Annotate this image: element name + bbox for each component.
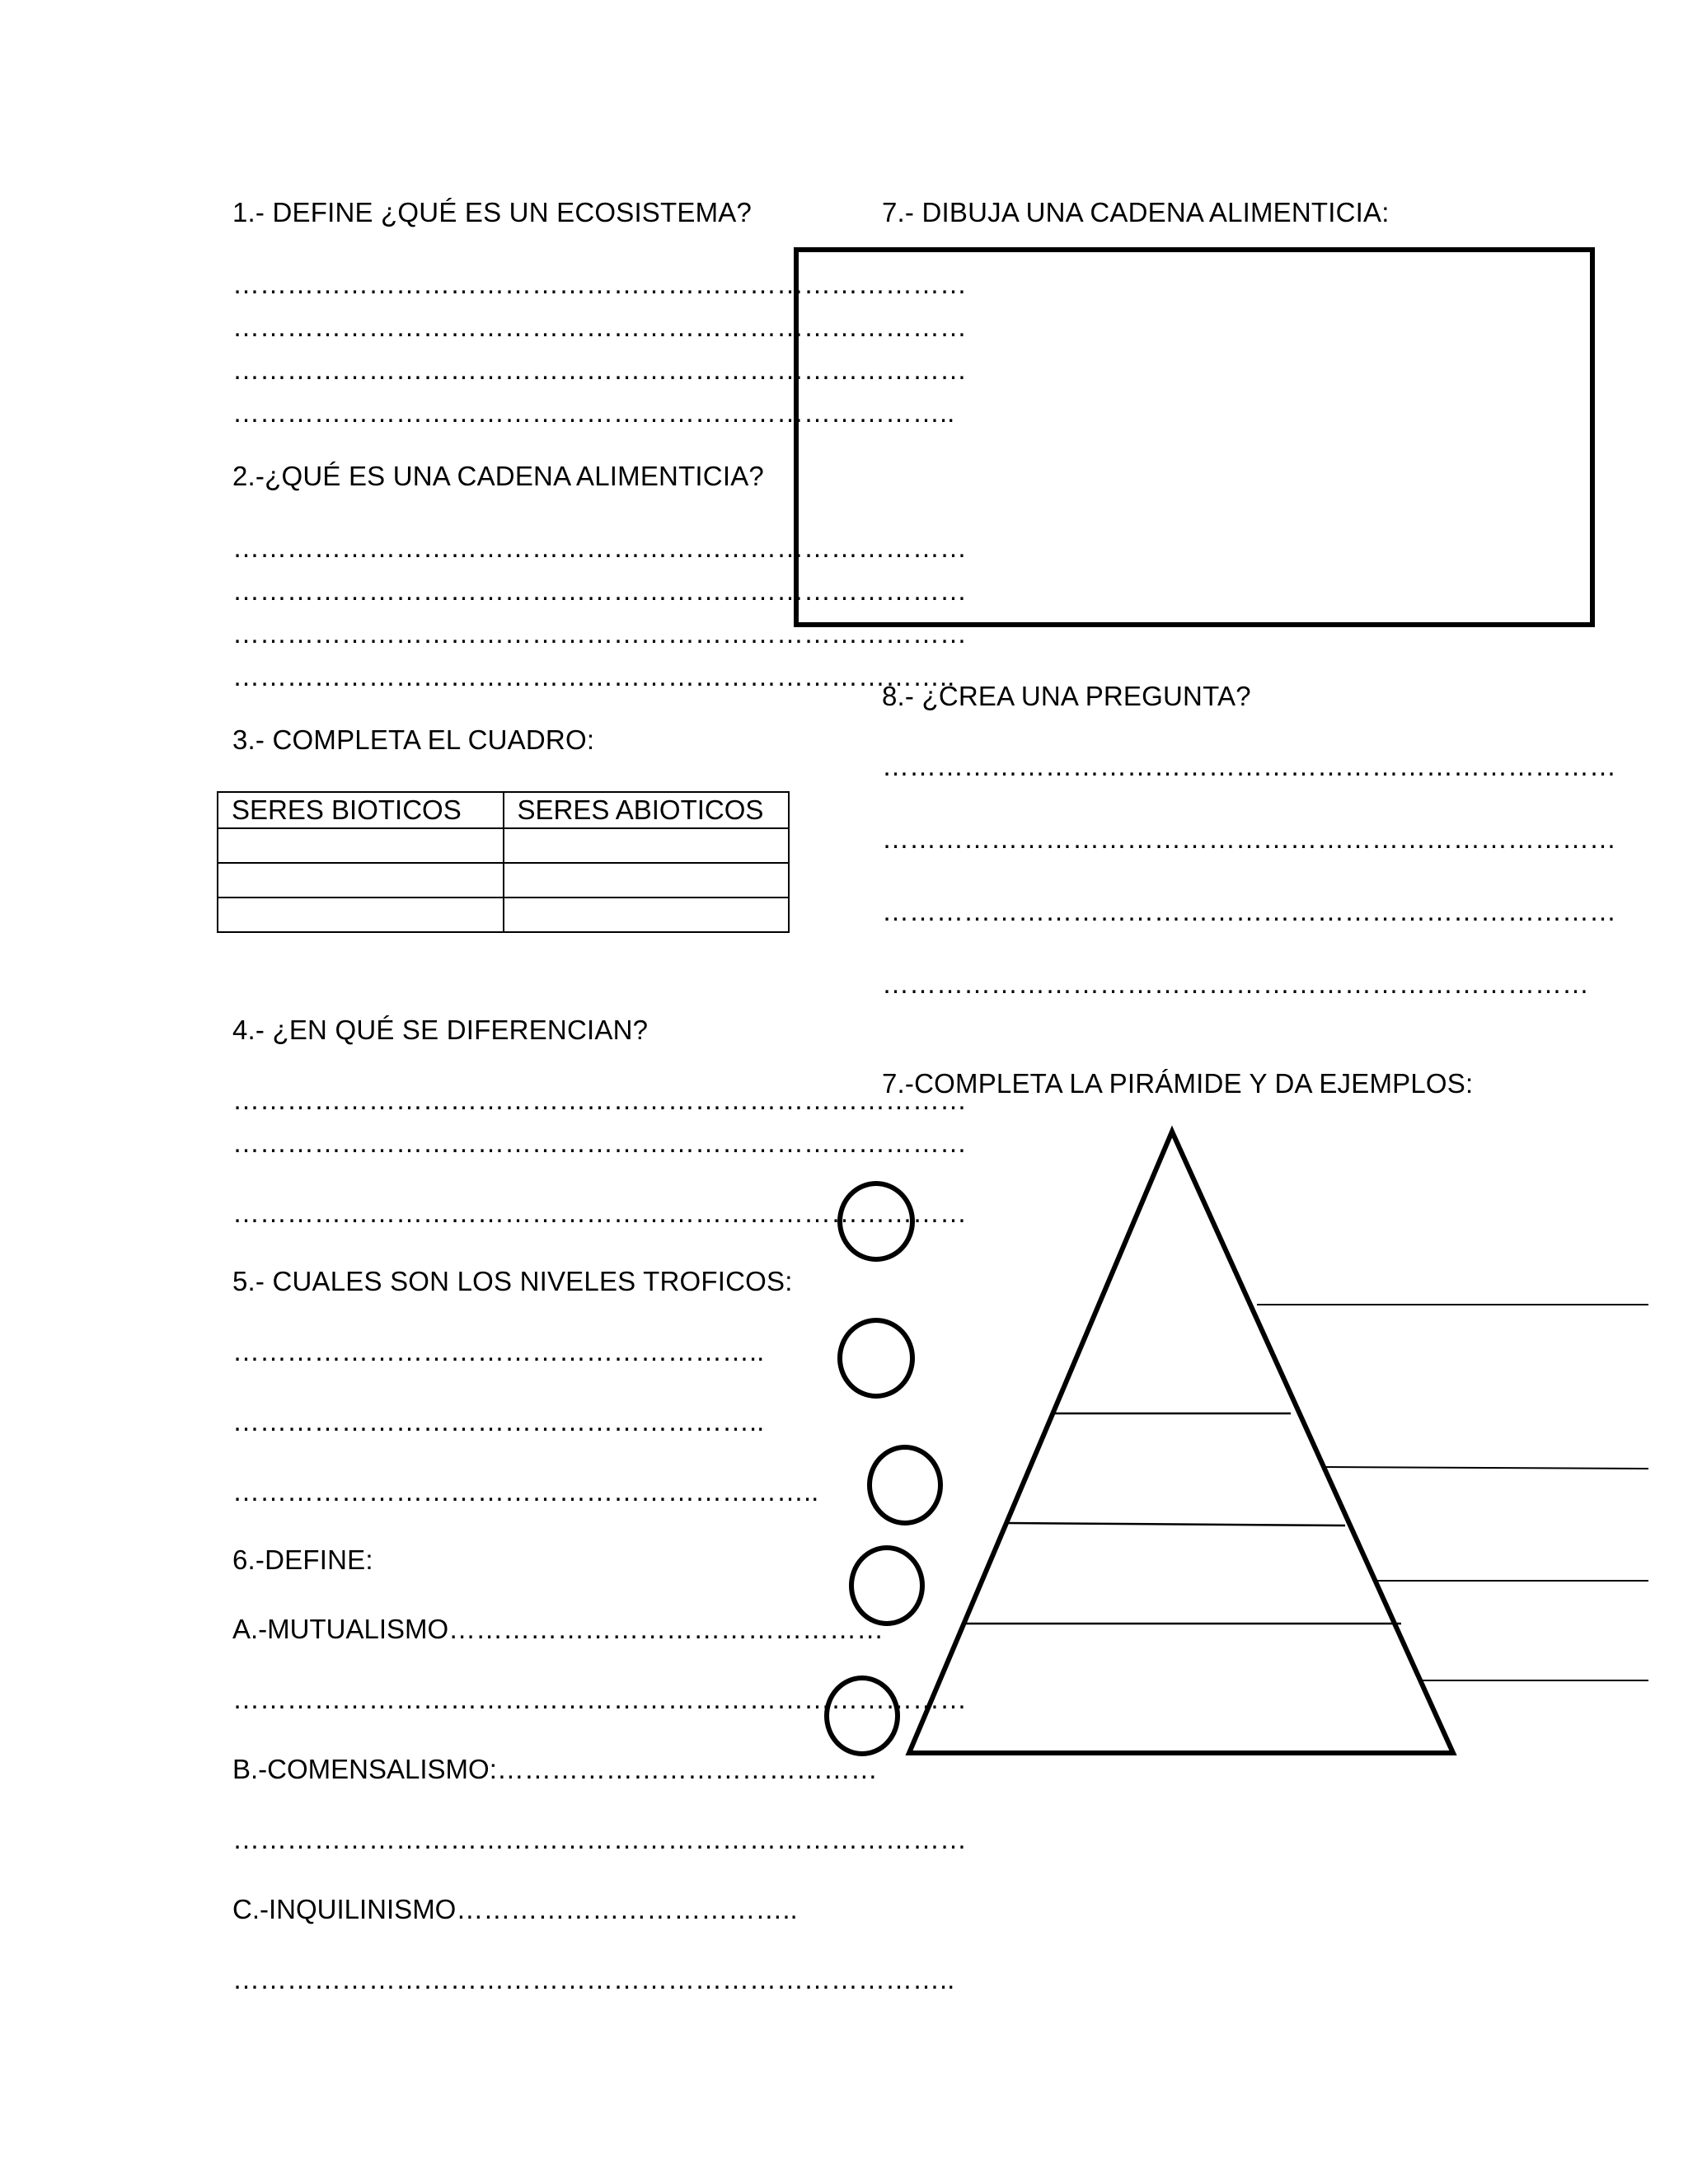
q8-answer-line-3[interactable]: ……………………………………………………………………… [882,896,1616,926]
q8-title: 8.- ¿CREA UNA PREGUNTA? [882,681,1251,711]
answer-circle[interactable] [840,1183,912,1259]
q7-draw-title: 7.- DIBUJA UNA CADENA ALIMENTICIA: [882,197,1390,227]
q4-answer-line-1[interactable]: ……………………………………………………………………… [232,1085,967,1115]
q6-title: 6.-DEFINE: [232,1544,373,1575]
q2-answer-line-4[interactable]: …………………………………………………………………….. [232,661,955,691]
q1-answer-line-2[interactable]: ……………………………………………………………………… [232,312,967,342]
q4-answer-line-2[interactable]: ……………………………………………………………………… [232,1127,967,1158]
header-abioticos: SERES ABIOTICOS [504,792,790,828]
header-bioticos: SERES BIOTICOS [218,792,504,828]
q1-answer-line-3[interactable]: ……………………………………………………………………… [232,354,967,385]
q7-pyramid-title: 7.-COMPLETA LA PIRÁMIDE Y DA EJEMPLOS: [882,1068,1474,1099]
q4-title: 4.- ¿EN QUÉ SE DIFERENCIAN? [232,1015,649,1045]
q8-answer-line-2[interactable]: ……………………………………………………………………… [882,823,1616,854]
q6-mutualismo-label[interactable]: A.-MUTUALISMO………………………………………… [232,1614,884,1644]
q1-title: 1.- DEFINE ¿QUÉ ES UN ECOSISTEMA? [232,197,753,227]
trophic-pyramid [909,1132,1453,1753]
food-chain-drawing-box[interactable] [796,250,1592,625]
q2-answer-line-2[interactable]: ……………………………………………………………………… [232,575,967,606]
answer-circle[interactable] [840,1320,912,1396]
q2-title: 2.-¿QUÉ ES UNA CADENA ALIMENTICIA? [232,461,764,491]
pyramid-answer-line[interactable] [1322,1467,1648,1469]
q6-inquilinismo-line[interactable]: …………………………………………………………………….. [232,1964,955,1994]
q8-answer-line-1[interactable]: ……………………………………………………………………… [882,751,1616,781]
q6-mutualismo-line[interactable]: ……………………………………………………………………… [232,1684,967,1714]
q5-answer-line-2[interactable]: ………………………………………………….. [232,1406,765,1436]
answer-circle[interactable] [870,1447,940,1523]
q5-title: 5.- CUALES SON LOS NIVELES TROFICOS: [232,1266,793,1296]
q8-answer-line-4[interactable]: …………………………………………………………………… [882,968,1589,999]
q6-inquilinismo-label[interactable]: C.-INQUILINISMO……………………………….. [232,1894,798,1924]
q4-answer-line-3[interactable]: ……………………………………………………………………… [232,1197,967,1228]
q2-answer-line-3[interactable]: ……………………………………………………………………… [232,618,967,649]
q5-answer-line-1[interactable]: ………………………………………………….. [232,1336,765,1366]
q5-answer-line-3[interactable]: ……………………………………………………….. [232,1476,819,1507]
q1-answer-line-1[interactable]: ……………………………………………………………………… [232,269,967,299]
answer-circle[interactable] [851,1548,922,1624]
q6-comensalismo-line[interactable]: ……………………………………………………………………… [232,1824,967,1854]
q6-comensalismo-label[interactable]: B.-COMENSALISMO:…………………………………… [232,1754,878,1784]
q1-answer-line-4[interactable]: …………………………………………………………………….. [232,397,955,428]
answer-circle[interactable] [827,1678,898,1754]
q3-title: 3.- COMPLETA EL CUADRO: [232,724,595,755]
q2-answer-line-1[interactable]: ……………………………………………………………………… [232,532,967,563]
pyramid-level-divider [1007,1523,1345,1526]
